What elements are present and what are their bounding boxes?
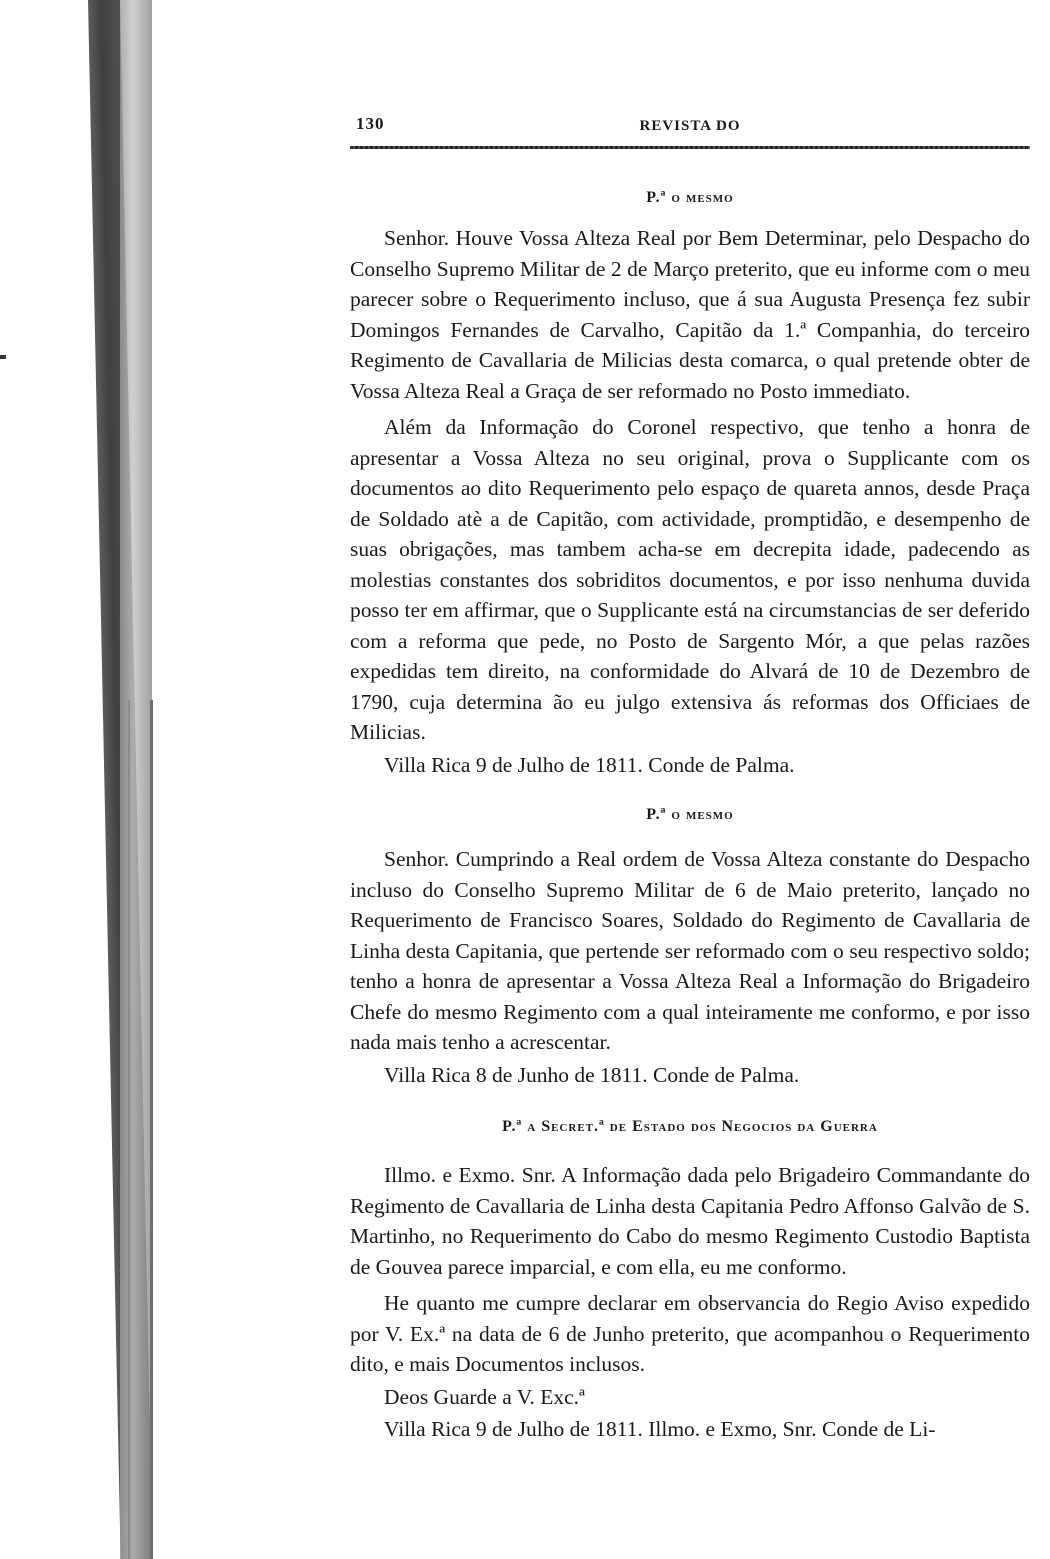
signature-line: Villa Rica 9 de Julho de 1811. Conde de Palma.	[384, 752, 795, 777]
running-head	[350, 110, 1030, 144]
letter-section	[350, 1118, 1030, 1445]
running-title: REVISTA DO	[639, 118, 741, 134]
binding-line	[150, 700, 153, 1559]
letter-section	[350, 806, 1030, 1090]
document-page	[350, 110, 1030, 1445]
paragraph: Illmo. e Exmo. Snr. A Informação dada pelo Brigadeiro Commandante do Regimento de Cavallaria de Linha desta Capitania Pedro Affonso Galvão de S. Martinho, no Requerimento do Cabo do mesmo Regimento Custodio Baptista de Gouvea parece imparcial, e com ella, eu me conformo.	[350, 1163, 1030, 1279]
binding-edge	[120, 0, 152, 1559]
page-number: 130	[356, 114, 385, 133]
paragraph: He quanto me cumpre declarar em observancia do Regio Aviso expedido por V. Ex.ª na data de 6 de Junho preterito, que acompanhou o Requerimento dito, e mais Documentos inclusos.	[350, 1291, 1030, 1376]
header-rule	[350, 146, 1030, 149]
paragraph: Além da Informação do Coronel respectivo, que tenho a honra de apresentar a Vossa Alteza no seu original, prova o Supplicante com os documentos ao dito Requerimento pelo espaço de quareta annos, desde Praça de Soldado atè a de Capitão, com actividade, promptidão, e desempenho de suas obrigações, mas tambem acha-se em decrepita idade, padecendo as molestias constantes dos sobriditos documentos, e por isso nenhuma duvida posso ter em affirmar, que o Supplicante está na circumstancias de ser deferido com a reforma que pede, no Posto de Sargento Mór, a que pelas razões expedidas tem direito, na conformidade do Alvará de 10 de Dezembro de 1790, cuja determina ão eu julgo extensiva ás reformas dos Officiaes de Milicias.	[350, 415, 1030, 744]
section-heading: P.ª o mesmo	[646, 189, 734, 206]
book-gutter	[0, 0, 170, 1559]
binding-line	[128, 700, 130, 1559]
paragraph: Senhor. Cumprindo a Real ordem de Vossa Alteza constante do Despacho incluso do Conselho Supremo Militar de 6 de Maio preterito, lançado no Requerimento de Francisco Soares, Soldado do Regimento de Cavallaria de Linha desta Capitania, que pertende ser reformado com o seu respectivo soldo; tenho a honra de apresentar a Vossa Alteza Real a Informação do Brigadeiro Chefe do mesmo Regimento com a qual inteiramente me conformo, e por isso nada mais tenho a acrescentar.	[350, 847, 1030, 1054]
scan-speck	[0, 355, 6, 359]
paragraph: Senhor. Houve Vossa Alteza Real por Bem Determinar, pelo Despacho do Conselho Supremo Militar de 2 de Março preterito, que eu informe com o meu parecer sobre o Requerimento incluso, que á sua Augusta Presença fez subir Domingos Fernandes de Carvalho, Capitão da 1.ª Companhia, do terceiro Regimento de Cavallaria de Milicias desta comarca, o qual pretende obter de Vossa Alteza Real a Graça de ser reformado no Posto immediato.	[350, 226, 1030, 403]
signature-line: Villa Rica 9 de Julho de 1811. Illmo. e Exmo, Snr. Conde de Li-	[384, 1417, 936, 1441]
section-heading: P.ª a Secret.ª de Estado dos Negocios da Guerra	[502, 1118, 878, 1135]
closing-line: Deos Guarde a V. Exc.ª	[384, 1384, 585, 1409]
letter-section	[350, 189, 1030, 780]
section-heading: P.ª o mesmo	[646, 806, 734, 823]
signature-line: Villa Rica 8 de Junho de 1811. Conde de Palma.	[384, 1062, 800, 1087]
